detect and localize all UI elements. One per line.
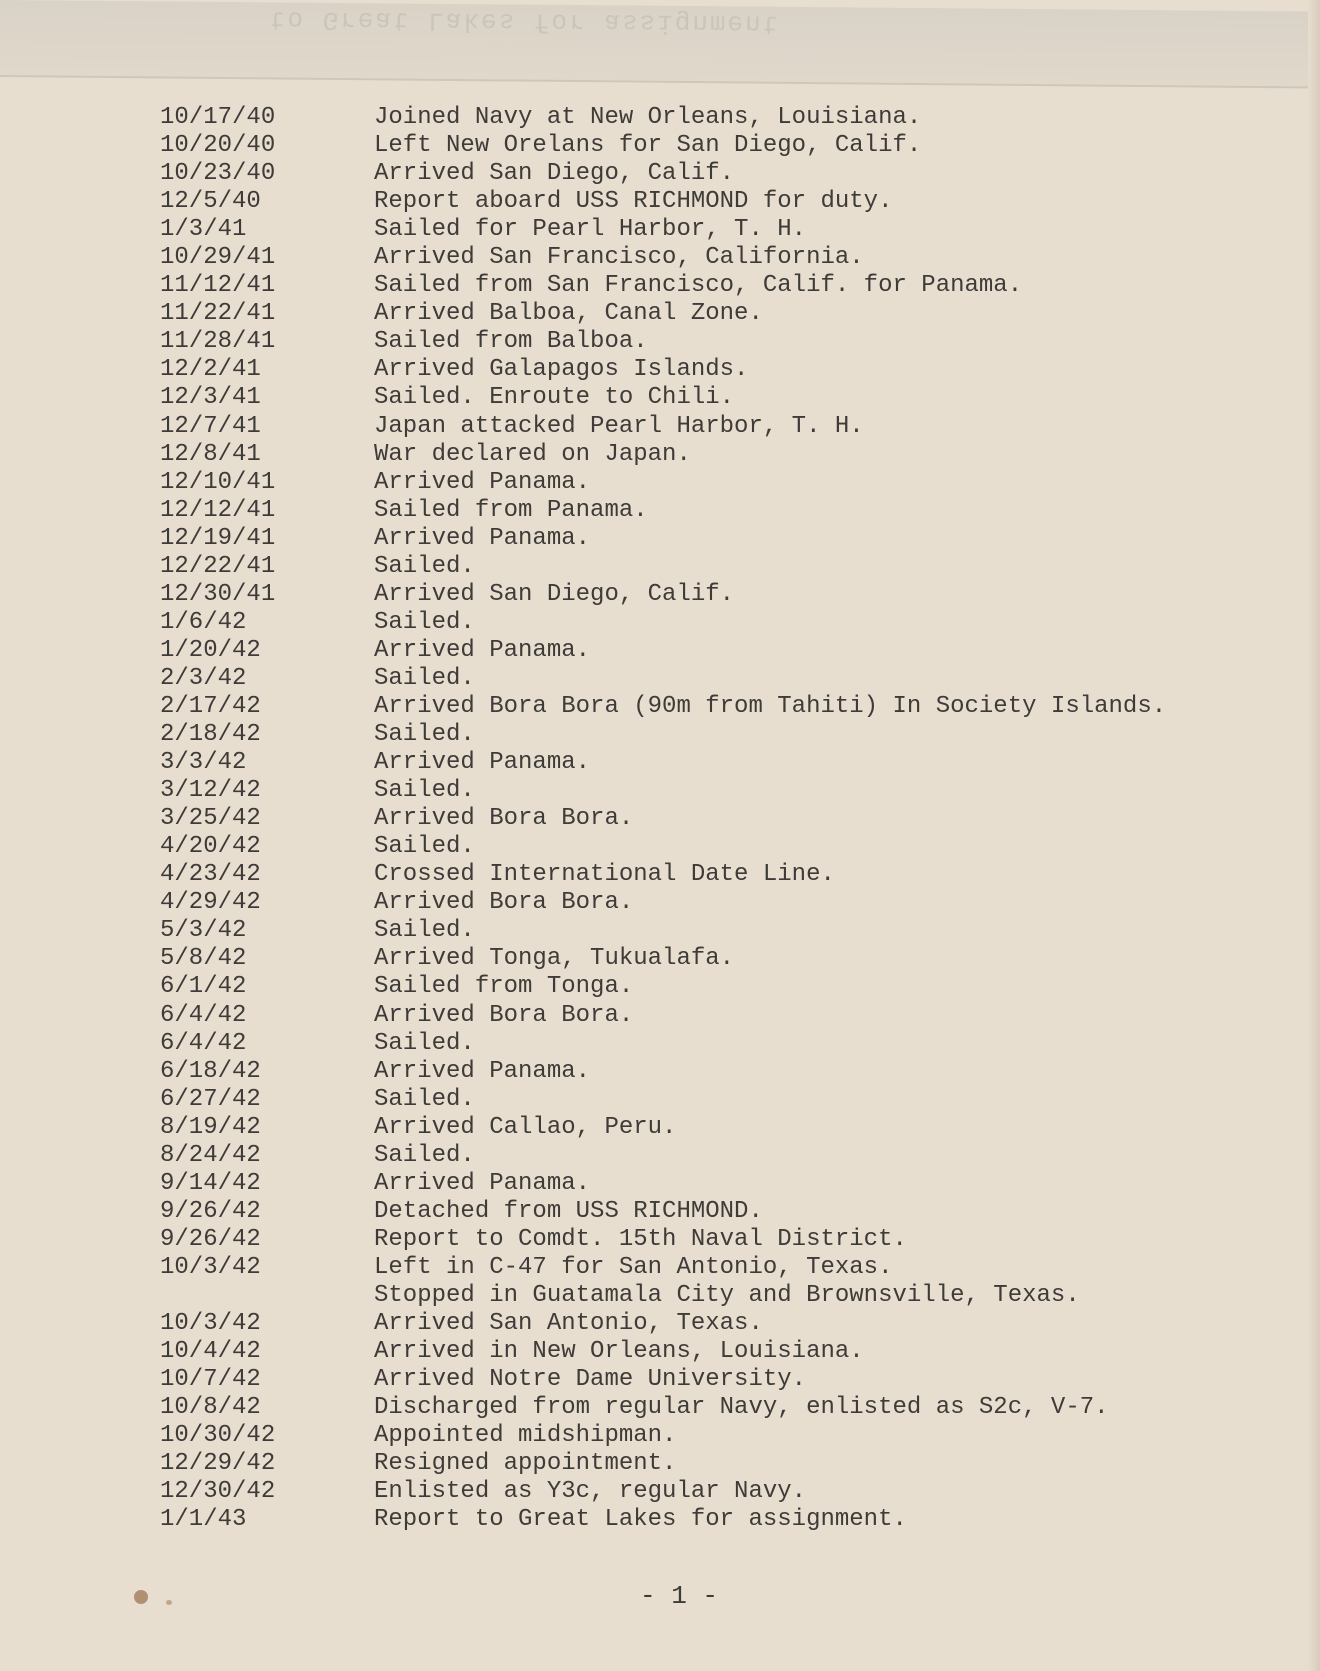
entry-event: Arrived San Francisco, California. — [374, 244, 864, 272]
entry-date: 6/1/42 — [160, 973, 247, 1001]
entry-date: 12/22/41 — [160, 552, 276, 580]
service-log — [0, 104, 1320, 1534]
entry-date: 10/17/40 — [160, 104, 276, 131]
entry-event: Arrived Notre Dame University. — [374, 1366, 807, 1394]
entry-date: 10/8/42 — [160, 1394, 261, 1422]
log-entry — [0, 272, 1320, 300]
log-entry — [0, 553, 1320, 581]
log-entry — [0, 973, 1320, 1001]
entry-date: 5/3/42 — [160, 917, 247, 945]
entry-event: Arrived San Diego, Calif. — [374, 580, 735, 608]
log-entry — [0, 1282, 1320, 1310]
log-entry — [0, 805, 1320, 833]
entry-date: 12/12/41 — [160, 496, 276, 524]
log-entry — [0, 1198, 1320, 1226]
entry-event: Arrived Bora Bora. — [374, 1001, 634, 1029]
entry-event: Sailed. — [374, 777, 475, 805]
entry-date: 4/29/42 — [160, 889, 261, 917]
log-entry — [0, 749, 1320, 777]
entry-event: Enlisted as Y3c, regular Navy. — [374, 1478, 807, 1506]
log-entry — [0, 777, 1320, 805]
log-entry — [0, 497, 1320, 525]
entry-event: War declared on Japan. — [374, 440, 691, 468]
entry-date: 12/30/42 — [160, 1478, 276, 1506]
entry-date: 10/3/42 — [160, 1310, 261, 1338]
log-entry — [0, 1450, 1320, 1478]
entry-date: 8/19/42 — [160, 1113, 261, 1141]
log-entry — [0, 132, 1320, 160]
ink-stain — [166, 1600, 172, 1605]
log-entry — [0, 1170, 1320, 1198]
log-entry — [0, 1226, 1320, 1254]
log-entry — [0, 581, 1320, 609]
entry-date: 1/6/42 — [160, 608, 247, 636]
log-entry — [0, 1310, 1320, 1338]
log-entry — [0, 441, 1320, 469]
entry-event: Sailed from San Francisco, Calif. for Panama. — [374, 272, 1023, 300]
log-entry — [0, 665, 1320, 693]
entry-event: Joined Navy at New Orleans, Louisiana. — [374, 104, 922, 131]
log-entry — [0, 188, 1320, 216]
entry-event: Report to Great Lakes for assignment. — [374, 1506, 907, 1534]
entry-date: 10/30/42 — [160, 1422, 276, 1450]
log-entry — [0, 721, 1320, 749]
entry-event: Left in C-47 for San Antonio, Texas. — [374, 1253, 893, 1281]
entry-date: 2/17/42 — [160, 692, 261, 720]
log-entry — [0, 833, 1320, 861]
entry-date: 4/20/42 — [160, 833, 261, 861]
log-entry — [0, 328, 1320, 356]
entry-event: Report to Comdt. 15th Naval District. — [374, 1225, 907, 1253]
log-entry — [0, 413, 1320, 441]
log-entry — [0, 160, 1320, 188]
entry-date: 10/23/40 — [160, 160, 276, 188]
entry-event: Arrived Balboa, Canal Zone. — [374, 300, 763, 328]
entry-date: 12/30/41 — [160, 580, 276, 608]
entry-event: Arrived Callao, Peru. — [374, 1113, 677, 1141]
entry-event: Sailed. — [374, 917, 475, 945]
entry-date: 9/26/42 — [160, 1225, 261, 1253]
entry-date: 8/24/42 — [160, 1141, 261, 1169]
entry-date: 12/8/41 — [160, 440, 261, 468]
entry-event: Arrived Tonga, Tukualafa. — [374, 945, 735, 973]
entry-date: 2/3/42 — [160, 664, 247, 692]
entry-event: Sailed. — [374, 1029, 475, 1057]
log-entry — [0, 1142, 1320, 1170]
entry-date: 12/29/42 — [160, 1450, 276, 1478]
log-entry — [0, 104, 1320, 132]
entry-event: Report aboard USS RICHMOND for duty. — [374, 188, 893, 216]
bleed-through-strip — [0, 0, 1320, 89]
entry-event: Sailed from Panama. — [374, 496, 648, 524]
entry-event: Discharged from regular Navy, enlisted as S2c, V-7. — [374, 1394, 1109, 1422]
entry-date: 11/22/41 — [160, 300, 276, 328]
entry-date: 12/2/41 — [160, 356, 261, 384]
entry-date: 1/1/43 — [160, 1506, 247, 1534]
entry-event: Arrived in New Orleans, Louisiana. — [374, 1338, 864, 1366]
entry-event: Sailed from Balboa. — [374, 328, 648, 356]
entry-event: Sailed. — [374, 721, 475, 749]
entry-event: Sailed. — [374, 1085, 475, 1113]
log-entry — [0, 469, 1320, 497]
entry-event: Arrived Bora Bora (90m from Tahiti) In Society Islands. — [374, 692, 1167, 720]
log-entry — [0, 693, 1320, 721]
log-entry — [0, 244, 1320, 272]
entry-date: 12/3/41 — [160, 384, 261, 412]
log-entry — [0, 1366, 1320, 1394]
log-entry — [0, 1478, 1320, 1506]
entry-event: Arrived San Antonio, Texas. — [374, 1310, 763, 1338]
log-entry — [0, 609, 1320, 637]
entry-date: 9/14/42 — [160, 1169, 261, 1197]
log-entry — [0, 1086, 1320, 1114]
entry-event: Arrived Panama. — [374, 524, 591, 552]
entry-date: 12/5/40 — [160, 188, 261, 216]
log-entry — [0, 525, 1320, 553]
entry-date: 9/26/42 — [160, 1197, 261, 1225]
entry-date: 6/4/42 — [160, 1001, 247, 1029]
log-entry — [0, 1254, 1320, 1282]
entry-event: Detached from USS RICHMOND. — [374, 1197, 763, 1225]
entry-date: 11/12/41 — [160, 272, 276, 300]
entry-event: Resigned appointment. — [374, 1450, 677, 1478]
entry-event: Crossed International Date Line. — [374, 861, 835, 889]
entry-event: Sailed from Tonga. — [374, 973, 634, 1001]
entry-date: 10/3/42 — [160, 1253, 261, 1281]
entry-event: Arrived Galapagos Islands. — [374, 356, 749, 384]
entry-event: Sailed. — [374, 552, 475, 580]
entry-date: 6/27/42 — [160, 1085, 261, 1113]
log-entry — [0, 1394, 1320, 1422]
log-entry — [0, 1422, 1320, 1450]
entry-event: Sailed. — [374, 1141, 475, 1169]
entry-date: 3/3/42 — [160, 749, 247, 777]
entry-event: Arrived Panama. — [374, 749, 591, 777]
entry-date: 5/8/42 — [160, 945, 247, 973]
entry-event: Appointed midshipman. — [374, 1422, 677, 1450]
log-entry — [0, 1506, 1320, 1534]
entry-event: Sailed. — [374, 833, 475, 861]
entry-date: 1/20/42 — [160, 636, 261, 664]
entry-date: 4/23/42 — [160, 861, 261, 889]
log-entry — [0, 356, 1320, 384]
entry-event: Arrived Bora Bora. — [374, 805, 634, 833]
log-entry — [0, 1338, 1320, 1366]
entry-date: 12/19/41 — [160, 524, 276, 552]
log-entry — [0, 637, 1320, 665]
log-entry — [0, 945, 1320, 973]
page-number: - 1 - — [640, 1581, 719, 1611]
log-entry — [0, 1058, 1320, 1086]
entry-event: Arrived Panama. — [374, 1169, 591, 1197]
entry-date: 11/28/41 — [160, 328, 276, 356]
ink-stain — [134, 1590, 148, 1604]
entry-date: 12/7/41 — [160, 412, 261, 440]
entry-event: Arrived Bora Bora. — [374, 889, 634, 917]
entry-event: Sailed. Enroute to Chili. — [374, 384, 735, 412]
entry-date: 10/20/40 — [160, 132, 276, 160]
bleed-through-text: to Great Lakes for assignment — [269, 4, 781, 39]
entry-date: 10/29/41 — [160, 244, 276, 272]
entry-event: Sailed. — [374, 664, 475, 692]
log-entry — [0, 1002, 1320, 1030]
entry-date: 3/25/42 — [160, 805, 261, 833]
entry-event: Japan attacked Pearl Harbor, T. H. — [374, 412, 864, 440]
log-entry — [0, 889, 1320, 917]
entry-event: Sailed for Pearl Harbor, T. H. — [374, 216, 807, 244]
entry-event: Sailed. — [374, 608, 475, 636]
entry-event: Stopped in Guatamala City and Brownsville, Texas. — [374, 1281, 1080, 1309]
entry-date: 6/18/42 — [160, 1057, 261, 1085]
entry-date: 12/10/41 — [160, 468, 276, 496]
entry-event: Arrived Panama. — [374, 636, 591, 664]
log-entry — [0, 384, 1320, 412]
entry-date: 6/4/42 — [160, 1029, 247, 1057]
log-entry — [0, 216, 1320, 244]
log-entry — [0, 917, 1320, 945]
log-entry — [0, 861, 1320, 889]
log-entry — [0, 300, 1320, 328]
entry-date: 2/18/42 — [160, 721, 261, 749]
entry-date: 1/3/41 — [160, 216, 247, 244]
entry-event: Arrived San Diego, Calif. — [374, 160, 735, 188]
log-entry — [0, 1030, 1320, 1058]
entry-event: Arrived Panama. — [374, 468, 591, 496]
entry-event: Left New Orelans for San Diego, Calif. — [374, 132, 922, 160]
log-entry — [0, 1114, 1320, 1142]
entry-date: 10/7/42 — [160, 1366, 261, 1394]
entry-event: Arrived Panama. — [374, 1057, 591, 1085]
entry-date: 10/4/42 — [160, 1338, 261, 1366]
entry-date: 3/12/42 — [160, 777, 261, 805]
